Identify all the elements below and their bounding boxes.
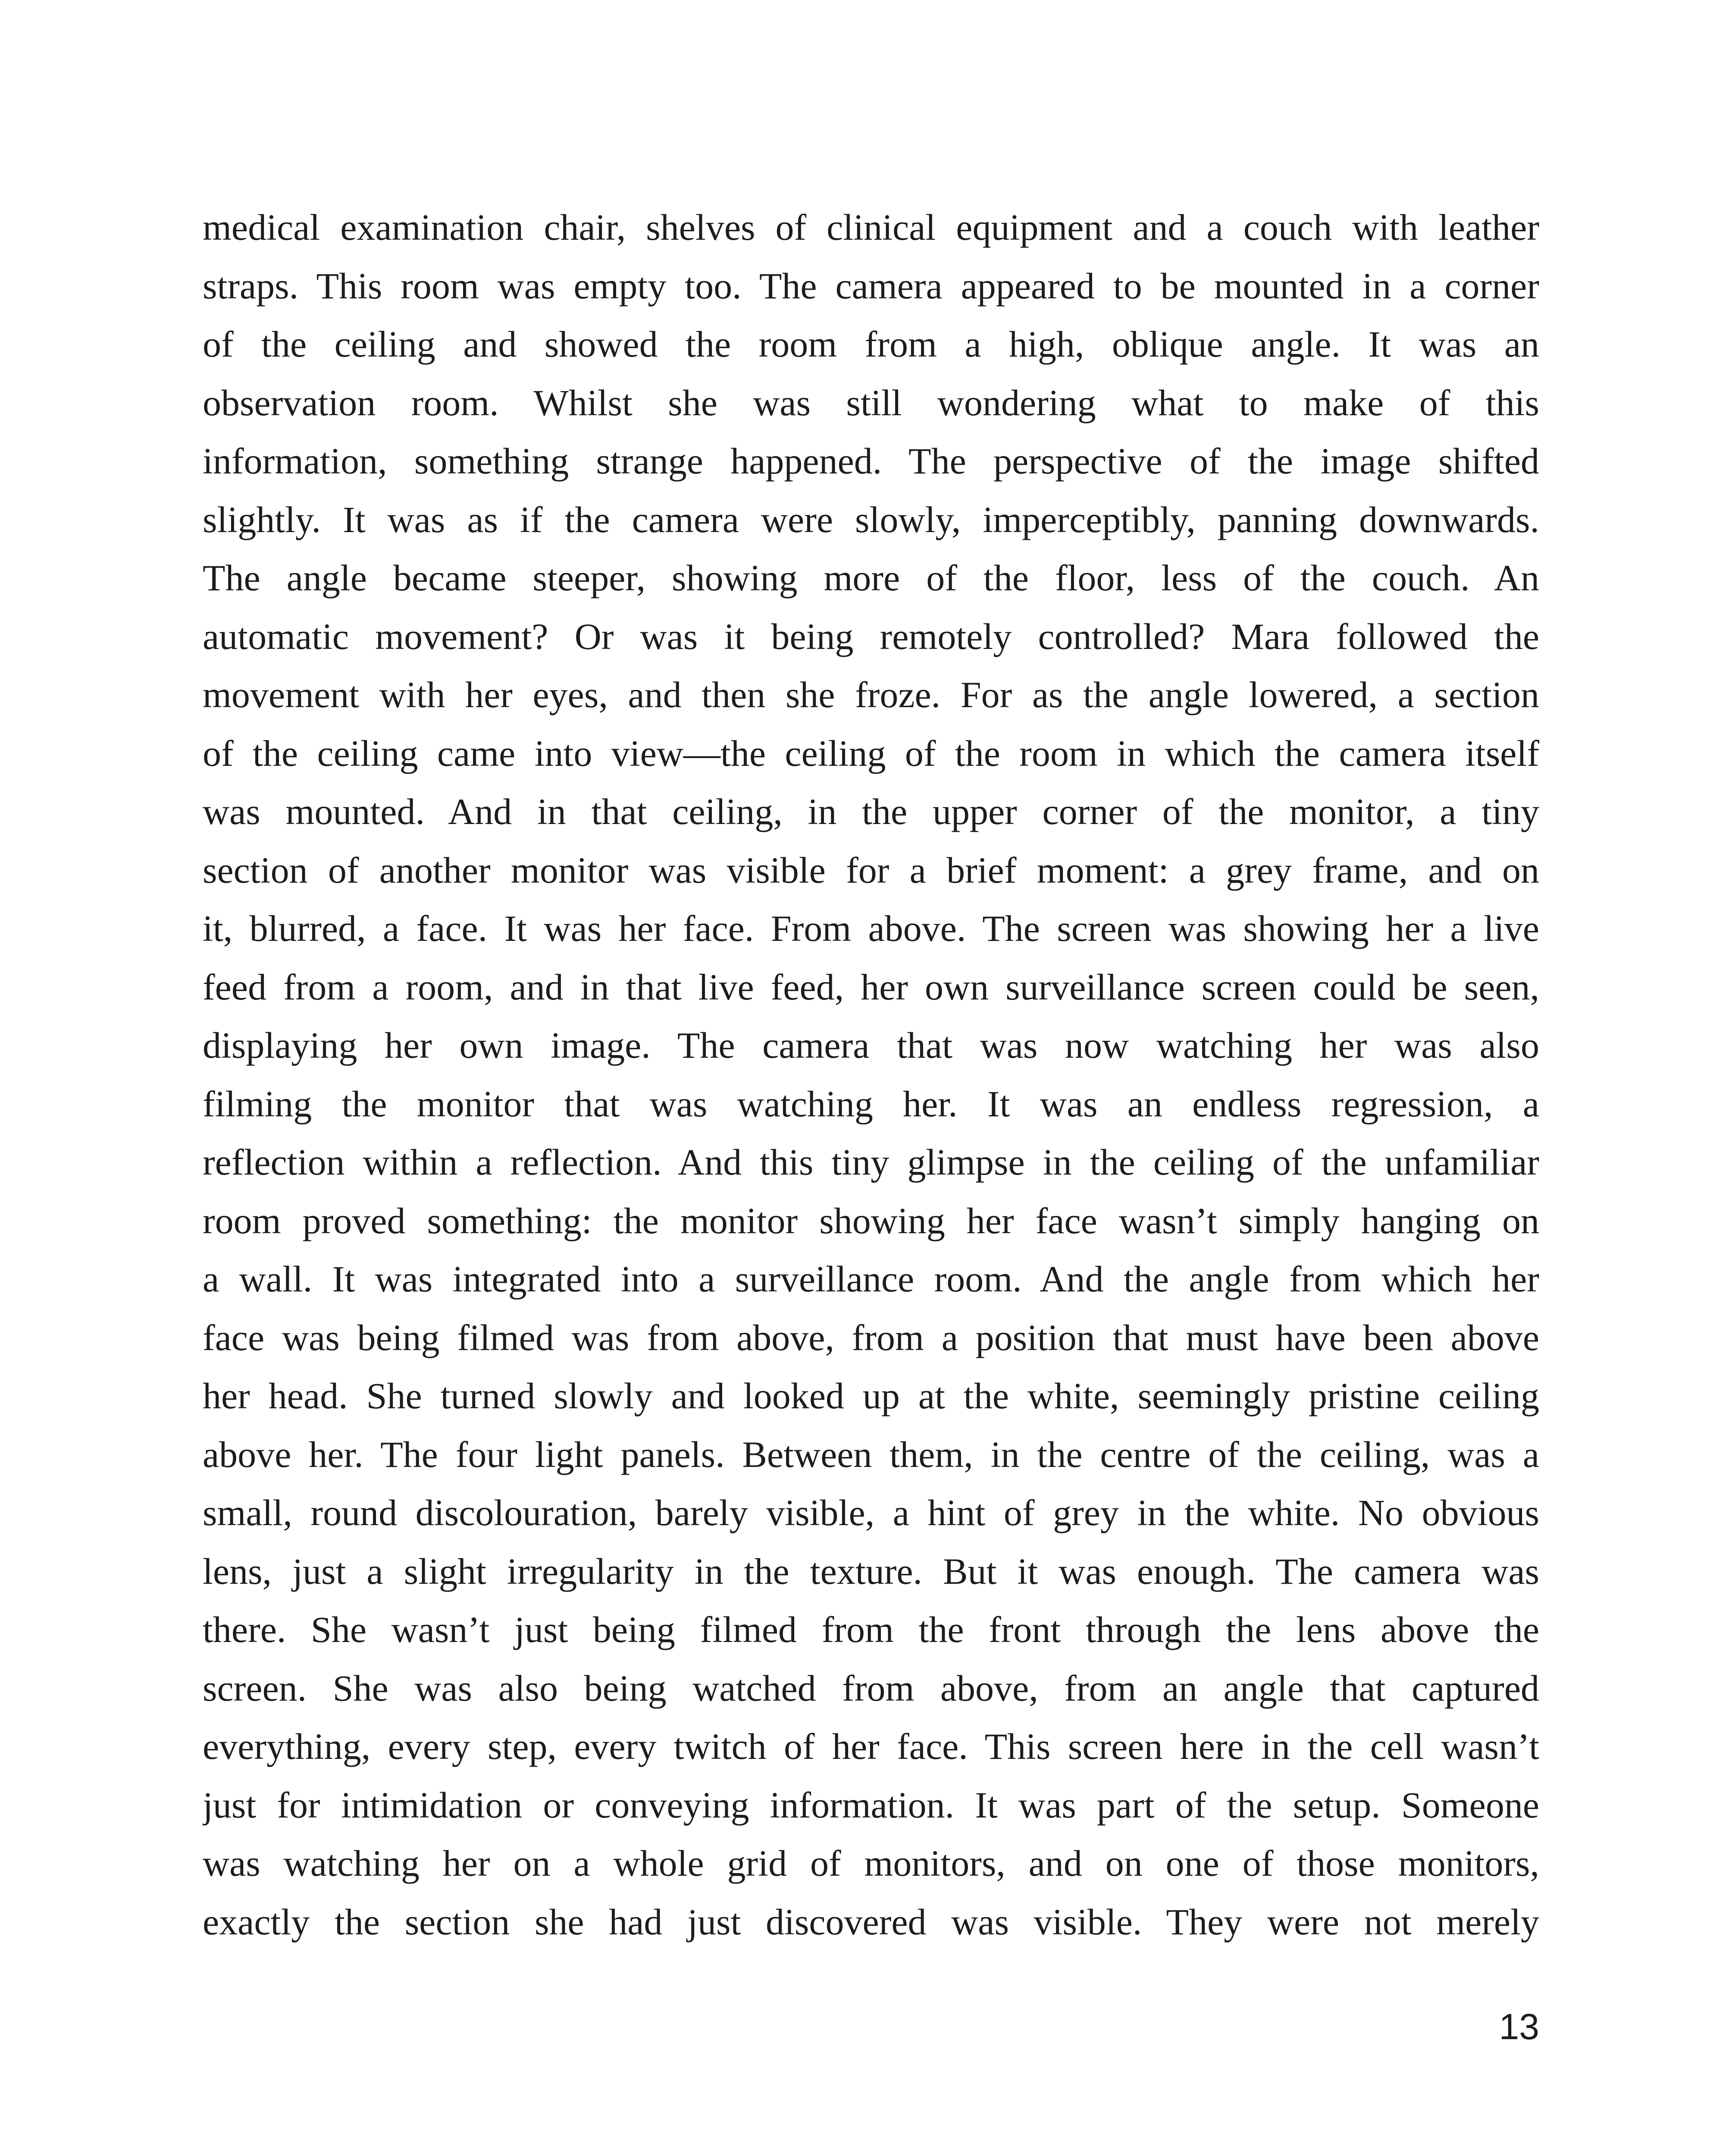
text-line: screen. She was also being watched from above, from an angle that captured bbox=[203, 1667, 1539, 1709]
text-line: it, blurred, a face. It was her face. From above. The screen was showing her a live bbox=[203, 908, 1539, 949]
page-number: 13 bbox=[1499, 2006, 1539, 2047]
text-line: there. She wasn’t just being filmed from the front through the lens above the bbox=[203, 1609, 1539, 1650]
text-line: reflection within a reflection. And this tiny glimpse in the ceiling of the unfamiliar bbox=[203, 1141, 1539, 1183]
text-line: of the ceiling and showed the room from a high, oblique angle. It was an bbox=[203, 323, 1539, 365]
text-line: was watching her on a whole grid of monitors, and on one of those monitors, bbox=[203, 1843, 1539, 1884]
text-line: movement with her eyes, and then she froze. For as the angle lowered, a section bbox=[203, 674, 1539, 715]
text-line: exactly the section she had just discovered was visible. They were not merely bbox=[203, 1901, 1539, 1943]
text-line: medical examination chair, shelves of clinical equipment and a couch with leather bbox=[203, 207, 1539, 248]
text-line: face was being filmed was from above, from a position that must have been above bbox=[203, 1316, 1539, 1358]
text-line: automatic movement? Or was it being remotely controlled? Mara followed the bbox=[203, 615, 1539, 657]
text-line: lens, just a slight irregularity in the texture. But it was enough. The camera was bbox=[203, 1550, 1539, 1592]
text-line: was mounted. And in that ceiling, in the upper corner of the monitor, a tiny bbox=[203, 791, 1539, 832]
text-line: The angle became steeper, showing more of the floor, less of the couch. An bbox=[203, 557, 1539, 599]
text-line: just for intimidation or conveying information. It was part of the setup. Someone bbox=[203, 1784, 1539, 1826]
text-line: filming the monitor that was watching her. It was an endless regression, a bbox=[203, 1083, 1539, 1125]
text-line: straps. This room was empty too. The camera appeared to be mounted in a corner bbox=[203, 265, 1539, 307]
text-line: room proved something: the monitor showing her face wasn’t simply hanging on bbox=[203, 1200, 1539, 1241]
text-line: observation room. Whilst she was still wondering what to make of this bbox=[203, 382, 1539, 423]
text-line: everything, every step, every twitch of her face. This screen here in the cell wasn’t bbox=[203, 1726, 1539, 1767]
text-line: her head. She turned slowly and looked up at the white, seemingly pristine ceiling bbox=[203, 1375, 1539, 1416]
text-line: small, round discolouration, barely visible, a hint of grey in the white. No obvious bbox=[203, 1492, 1539, 1533]
text-line: displaying her own image. The camera that was now watching her was also bbox=[203, 1025, 1539, 1066]
body-text bbox=[203, 198, 1539, 1951]
text-line: a wall. It was integrated into a surveillance room. And the angle from which her bbox=[203, 1258, 1539, 1300]
text-line: section of another monitor was visible for a brief moment: a grey frame, and on bbox=[203, 849, 1539, 891]
text-line: of the ceiling came into view—the ceiling of the room in which the camera itself bbox=[203, 732, 1539, 774]
text-line: slightly. It was as if the camera were slowly, imperceptibly, panning downwards. bbox=[203, 498, 1539, 540]
text-line: information, something strange happened. The perspective of the image shifted bbox=[203, 440, 1539, 482]
text-line: feed from a room, and in that live feed, her own surveillance screen could be seen, bbox=[203, 966, 1539, 1008]
text-line: above her. The four light panels. Between them, in the centre of the ceiling, was a bbox=[203, 1433, 1539, 1475]
